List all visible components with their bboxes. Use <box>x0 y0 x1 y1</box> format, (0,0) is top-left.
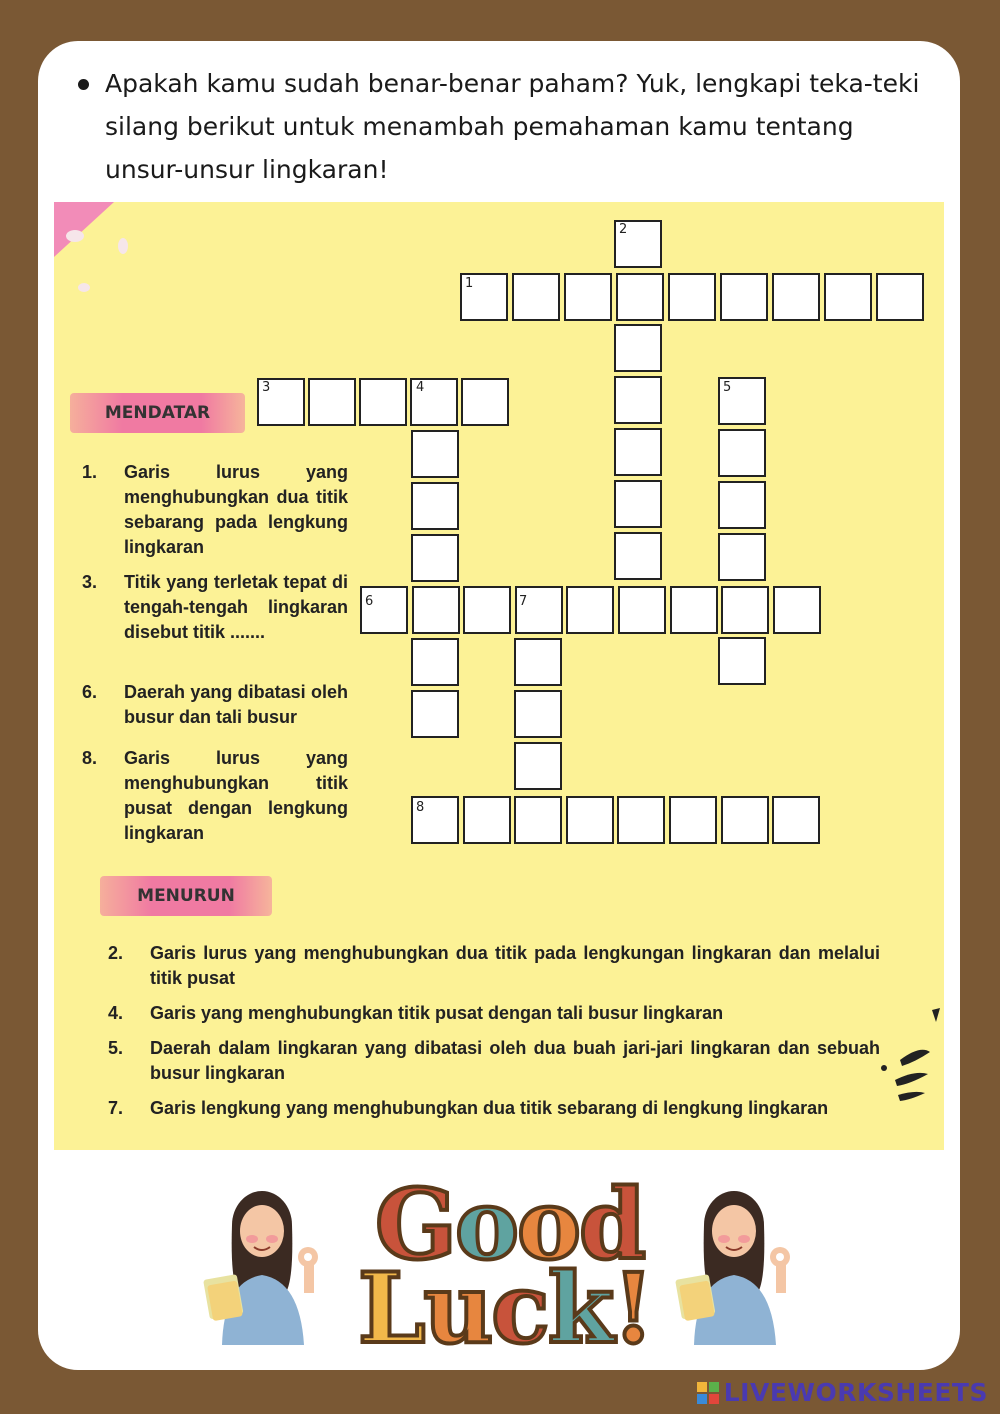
crossword-cell[interactable] <box>876 273 924 321</box>
liveworksheets-brand: LIVEWORKSHEETS <box>723 1378 988 1407</box>
crossword-cell[interactable] <box>411 638 459 686</box>
clue-number: 7. <box>108 1098 124 1118</box>
liveworksheets-logo-icon <box>697 1382 719 1404</box>
clue-text: Garis lurus yang menghubungkan dua titik pada lengkungan lingkaran dan melalui titik pusat <box>150 943 880 988</box>
intro-text: Apakah kamu sudah benar-benar paham? Yuk, lengkapi teka-teki silang berikut untuk menambah pemahaman kamu tentang unsur-unsur lingkaran! <box>105 69 920 184</box>
clue-number-label-6: 6 <box>365 594 374 609</box>
pink-corner-decoration <box>54 202 114 257</box>
clue-number: 6. <box>82 682 98 702</box>
crossword-cell[interactable] <box>411 690 459 738</box>
mendatar-tag: MENDATAR <box>70 393 245 433</box>
good-luck-letter: o <box>454 1168 518 1281</box>
crossword-cell[interactable] <box>616 273 664 321</box>
paint-splat <box>118 238 128 254</box>
clue-number-label-3: 3 <box>262 380 271 395</box>
down-clue-5 <box>108 1036 882 1088</box>
clue-number-label-2: 2 <box>619 222 628 237</box>
crossword-cell[interactable] <box>512 273 560 321</box>
clue-number: 1. <box>82 462 98 482</box>
girl-ok-sign-illustration <box>672 1185 802 1345</box>
clue-number: 3. <box>82 572 98 592</box>
crossword-cell[interactable] <box>718 637 766 685</box>
crossword-cell[interactable] <box>566 586 614 634</box>
clue-number-label-7: 7 <box>519 594 528 609</box>
good-luck-letter: L <box>358 1252 424 1365</box>
crossword-cell[interactable] <box>461 378 509 426</box>
luck-text <box>358 1252 652 1365</box>
girl-ok-sign-illustration <box>200 1185 330 1345</box>
clue-number-label-4: 4 <box>416 380 425 395</box>
clue-text: Garis lurus yang menghubungkan dua titik sebarang pada lengkung lingkaran <box>124 462 348 557</box>
crossword-cell[interactable] <box>514 742 562 790</box>
good-luck-letter: k <box>547 1252 613 1365</box>
crossword-cell[interactable] <box>564 273 612 321</box>
crossword-cell[interactable] <box>670 586 718 634</box>
crossword-cell[interactable] <box>614 428 662 476</box>
clue-number-label-8: 8 <box>416 800 425 815</box>
down-clue-4 <box>108 1001 882 1029</box>
crossword-cell[interactable] <box>772 796 820 844</box>
crossword-cell[interactable] <box>773 586 821 634</box>
crossword-cell[interactable] <box>669 796 717 844</box>
clue-text: Garis lurus yang menghubungkan titik pusat dengan lengkung lingkaran <box>124 748 348 843</box>
crossword-cell[interactable] <box>411 430 459 478</box>
crossword-cell[interactable] <box>718 429 766 477</box>
crossword-cell[interactable] <box>463 796 511 844</box>
paint-splat <box>66 230 84 242</box>
good-luck-letter: G <box>375 1168 455 1281</box>
crossword-cell[interactable] <box>614 324 662 372</box>
crossword-cell[interactable] <box>720 273 768 321</box>
paint-splat <box>78 283 90 292</box>
crossword-cell[interactable] <box>411 534 459 582</box>
clue-text: Daerah dalam lingkaran yang dibatasi oleh dua buah jari-jari lingkaran dan sebuah busur lingkaran <box>150 1038 880 1083</box>
clue-number: 8. <box>82 748 98 768</box>
bullet-point <box>78 79 89 90</box>
ink-splatter-decoration <box>870 1000 950 1145</box>
crossword-cell[interactable] <box>359 378 407 426</box>
crossword-cell[interactable] <box>772 273 820 321</box>
crossword-cell[interactable] <box>463 586 511 634</box>
good-luck-letter: u <box>423 1252 492 1365</box>
crossword-cell[interactable] <box>308 378 356 426</box>
across-clue-3 <box>82 570 348 670</box>
crossword-cell[interactable] <box>614 532 662 580</box>
clue-number-label-1: 1 <box>465 276 474 291</box>
menurun-tag: MENURUN <box>100 876 272 916</box>
good-luck-letter: c <box>491 1252 548 1365</box>
crossword-cell[interactable] <box>721 796 769 844</box>
good-luck-letter: ! <box>612 1252 653 1365</box>
clue-number-label-5: 5 <box>723 380 732 395</box>
across-clue-8 <box>82 746 348 846</box>
across-clue-1 <box>82 460 348 560</box>
down-clue-7 <box>108 1096 882 1124</box>
crossword-cell[interactable] <box>824 273 872 321</box>
across-clue-6 <box>82 680 348 735</box>
clue-text: Daerah yang dibatasi oleh busur dan tali busur <box>124 682 348 727</box>
crossword-cell[interactable] <box>614 480 662 528</box>
clue-text: Titik yang terletak tepat di tengah-tengah lingkaran disebut titik ....... <box>124 572 348 642</box>
crossword-cell[interactable] <box>668 273 716 321</box>
crossword-cell[interactable] <box>412 586 460 634</box>
crossword-cell[interactable] <box>618 586 666 634</box>
crossword-cell[interactable] <box>614 376 662 424</box>
down-clue-2 <box>108 941 882 993</box>
good-luck-letter: o <box>517 1168 580 1281</box>
crossword-cell[interactable] <box>721 586 769 634</box>
clue-number: 4. <box>108 1003 124 1023</box>
crossword-cell[interactable] <box>718 481 766 529</box>
clue-text: Garis yang menghubungkan titik pusat dengan tali busur lingkaran <box>150 1003 724 1023</box>
crossword-cell[interactable] <box>566 796 614 844</box>
clue-number: 5. <box>108 1038 124 1058</box>
crossword-cell[interactable] <box>617 796 665 844</box>
crossword-cell[interactable] <box>411 482 459 530</box>
good-luck-letter: d <box>579 1168 645 1281</box>
crossword-cell[interactable] <box>514 690 562 738</box>
crossword-cell[interactable] <box>514 638 562 686</box>
crossword-cell[interactable] <box>514 796 562 844</box>
crossword-cell[interactable] <box>718 533 766 581</box>
clue-text: Garis lengkung yang menghubungkan dua titik sebarang di lengkung lingkaran <box>150 1098 829 1118</box>
clue-number: 2. <box>108 943 124 963</box>
